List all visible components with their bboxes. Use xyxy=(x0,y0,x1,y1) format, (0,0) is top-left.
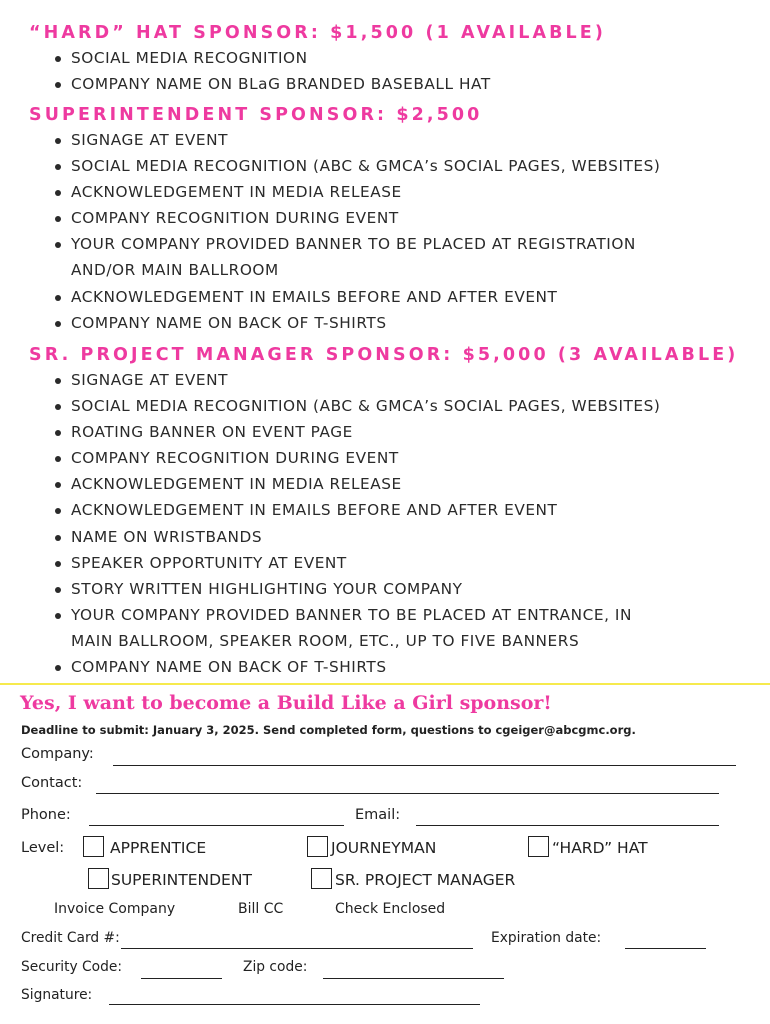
list-item: YOUR COMPANY PROVIDED BANNER TO BE PLACED AT REGISTRATION xyxy=(53,231,660,257)
zip-code-field[interactable] xyxy=(323,978,504,979)
form-headline: Yes, I want to become a Build Like a Girl sponsor! xyxy=(20,692,552,714)
payment-check-enclosed[interactable]: Check Enclosed xyxy=(335,901,446,917)
list-item: SOCIAL MEDIA RECOGNITION (ABC & GMCA’s SOCIAL PAGES, WEBSITES) xyxy=(53,153,660,179)
level-label: Level: xyxy=(21,840,65,856)
section-title-sr-project-manager: SR. PROJECT MANAGER SPONSOR: $5,000 (3 AVAILABLE) xyxy=(29,345,739,365)
level-hard-hat-label: “HARD” HAT xyxy=(552,839,648,857)
level-apprentice-checkbox[interactable] xyxy=(83,836,104,857)
list-item: ACKNOWLEDGEMENT IN MEDIA RELEASE xyxy=(53,471,660,497)
list-item: YOUR COMPANY PROVIDED BANNER TO BE PLACED AT ENTRANCE, IN xyxy=(53,602,660,628)
list-item: ACKNOWLEDGEMENT IN MEDIA RELEASE xyxy=(53,179,660,205)
section-title-hard-hat: “HARD” HAT SPONSOR: $1,500 (1 AVAILABLE) xyxy=(29,23,606,43)
sr-project-manager-benefits-list xyxy=(53,367,660,680)
list-item: SPEAKER OPPORTUNITY AT EVENT xyxy=(53,550,660,576)
expiration-label: Expiration date: xyxy=(491,930,602,946)
payment-invoice-company[interactable]: Invoice Company xyxy=(54,901,176,917)
security-code-label: Security Code: xyxy=(21,959,123,975)
list-item-continuation: MAIN BALLROOM, SPEAKER ROOM, ETC., UP TO FIVE BANNERS xyxy=(71,631,580,650)
list-item: SOCIAL MEDIA RECOGNITION xyxy=(53,45,491,71)
deadline-text: Deadline to submit: January 3, 2025. Send completed form, questions to cgeiger@abcgmc.org. xyxy=(21,723,636,737)
email-field[interactable] xyxy=(416,825,719,826)
list-item: NAME ON WRISTBANDS xyxy=(53,524,660,550)
signature-field[interactable] xyxy=(109,1004,480,1005)
credit-card-label: Credit Card #: xyxy=(21,930,120,946)
company-label: Company: xyxy=(21,746,94,762)
phone-label: Phone: xyxy=(21,807,71,823)
list-item: SIGNAGE AT EVENT xyxy=(53,127,660,153)
section-divider xyxy=(0,683,770,685)
list-item: COMPANY NAME ON BACK OF T-SHIRTS xyxy=(53,654,660,680)
level-journeyman-label: JOURNEYMAN xyxy=(331,839,437,857)
list-item: ACKNOWLEDGEMENT IN EMAILS BEFORE AND AFTER EVENT xyxy=(53,284,660,310)
level-journeyman-checkbox[interactable] xyxy=(307,836,328,857)
contact-label: Contact: xyxy=(21,775,83,791)
level-sr-project-manager-label: SR. PROJECT MANAGER xyxy=(335,871,516,889)
expiration-field[interactable] xyxy=(625,948,706,949)
zip-code-label: Zip code: xyxy=(243,959,308,975)
list-item: COMPANY RECOGNITION DURING EVENT xyxy=(53,445,660,471)
level-superintendent-label: SUPERINTENDENT xyxy=(111,871,252,889)
security-code-field[interactable] xyxy=(141,978,222,979)
list-item: COMPANY NAME ON BLaG BRANDED BASEBALL HAT xyxy=(53,71,491,97)
level-hard-hat-checkbox[interactable] xyxy=(528,836,549,857)
list-item: SOCIAL MEDIA RECOGNITION (ABC & GMCA’s SOCIAL PAGES, WEBSITES) xyxy=(53,393,660,419)
hard-hat-benefits-list xyxy=(53,45,491,97)
level-sr-project-manager-checkbox[interactable] xyxy=(311,868,332,889)
list-item: COMPANY RECOGNITION DURING EVENT xyxy=(53,205,660,231)
payment-bill-cc[interactable]: Bill CC xyxy=(238,901,284,917)
phone-field[interactable] xyxy=(89,825,344,826)
credit-card-field[interactable] xyxy=(121,948,473,949)
list-item: COMPANY NAME ON BACK OF T-SHIRTS xyxy=(53,310,660,336)
company-field[interactable] xyxy=(113,765,736,766)
contact-field[interactable] xyxy=(96,793,719,794)
signature-label: Signature: xyxy=(21,987,93,1003)
list-item: SIGNAGE AT EVENT xyxy=(53,367,660,393)
level-superintendent-checkbox[interactable] xyxy=(88,868,109,889)
list-item: ACKNOWLEDGEMENT IN EMAILS BEFORE AND AFTER EVENT xyxy=(53,497,660,523)
email-label: Email: xyxy=(355,807,401,823)
list-item: ROATING BANNER ON EVENT PAGE xyxy=(53,419,660,445)
level-apprentice-label: APPRENTICE xyxy=(110,839,207,857)
section-title-superintendent: SUPERINTENDENT SPONSOR: $2,500 xyxy=(29,105,483,125)
list-item-continuation: AND/OR MAIN BALLROOM xyxy=(71,261,279,280)
list-item: STORY WRITTEN HIGHLIGHTING YOUR COMPANY xyxy=(53,576,660,602)
superintendent-benefits-list xyxy=(53,127,660,336)
